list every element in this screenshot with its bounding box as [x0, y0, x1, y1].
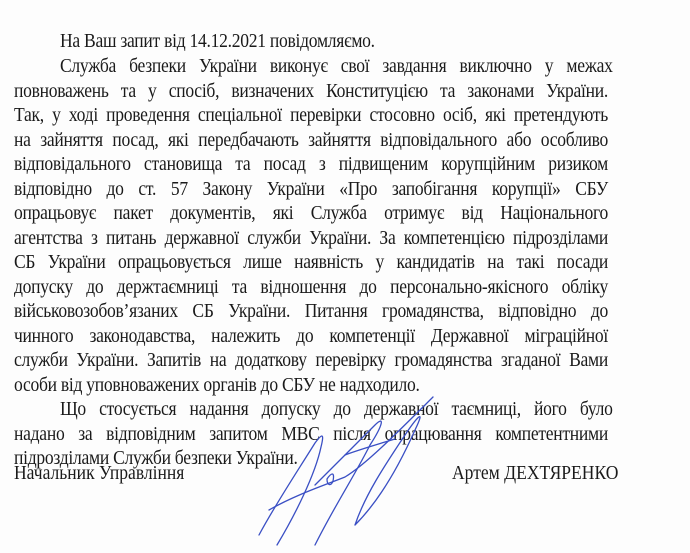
paragraph-1-line: опрацьовує пакет документів, які Служба отримує від Національного [14, 203, 608, 224]
signatory-name: Артем ДЕХТЯРЕНКО [452, 463, 619, 484]
opening-line: На Ваш запит від 14.12.2021 повідомляємо. [60, 31, 375, 52]
paragraph-1-line: особи від уповноважених органів до СБУ не надходило. [14, 375, 420, 396]
paragraph-1-line: відповідно до ст. 57 Закону України «Про запобігання корупції» СБУ [14, 179, 608, 200]
paragraph-1-line: Так, у ході проведення спеціальної перевірки стосовно осіб, які претендують [14, 105, 608, 126]
paragraph-1-line: СБ України опрацьовується лише наявність у кандидатів на такі посади [14, 252, 608, 273]
paragraph-1-line: Служба безпеки України виконує свої завдання виключно у межах [60, 56, 613, 77]
paragraph-2-line: надано за відповідним запитом МВС після опрацювання компетентними [14, 424, 608, 445]
scan-artifacts [20, 0, 420, 8]
signatory-position: Начальник Управління [14, 463, 185, 484]
paragraph-1-line: допуску до держтаємниці та відношення до персонально-якісного обліку [14, 277, 608, 298]
paragraph-2-line: Що стосується надання допуску до державної таємниці, його було [60, 399, 613, 420]
paragraph-2-line: підрозділами Служби безпеки України. [14, 448, 298, 469]
paragraph-1-line: відповідального становища та посад з підвищеним корупційним ризиком [14, 154, 608, 175]
paragraph-1-line: військовозобов’язаних СБ України. Питання громадянства, відповідно до [14, 301, 608, 322]
paragraph-1-line: агентства з питань державної служби України. За компетенцією підрозділами [14, 228, 608, 249]
paragraph-1-line: на зайняття посад, які передбачають зайняття відповідального або особливо [14, 130, 608, 151]
paragraph-1-line: чинного законодавства, належить до компетенції Державної міграційної [14, 326, 608, 347]
paragraph-1-line: повноважень та у спосіб, визначених Конституцією та законами України. [14, 81, 608, 102]
paragraph-1-line: служби України. Запитів на додаткову перевірку громадянства згаданої Вами [14, 350, 608, 371]
handwritten-signature [255, 395, 455, 553]
